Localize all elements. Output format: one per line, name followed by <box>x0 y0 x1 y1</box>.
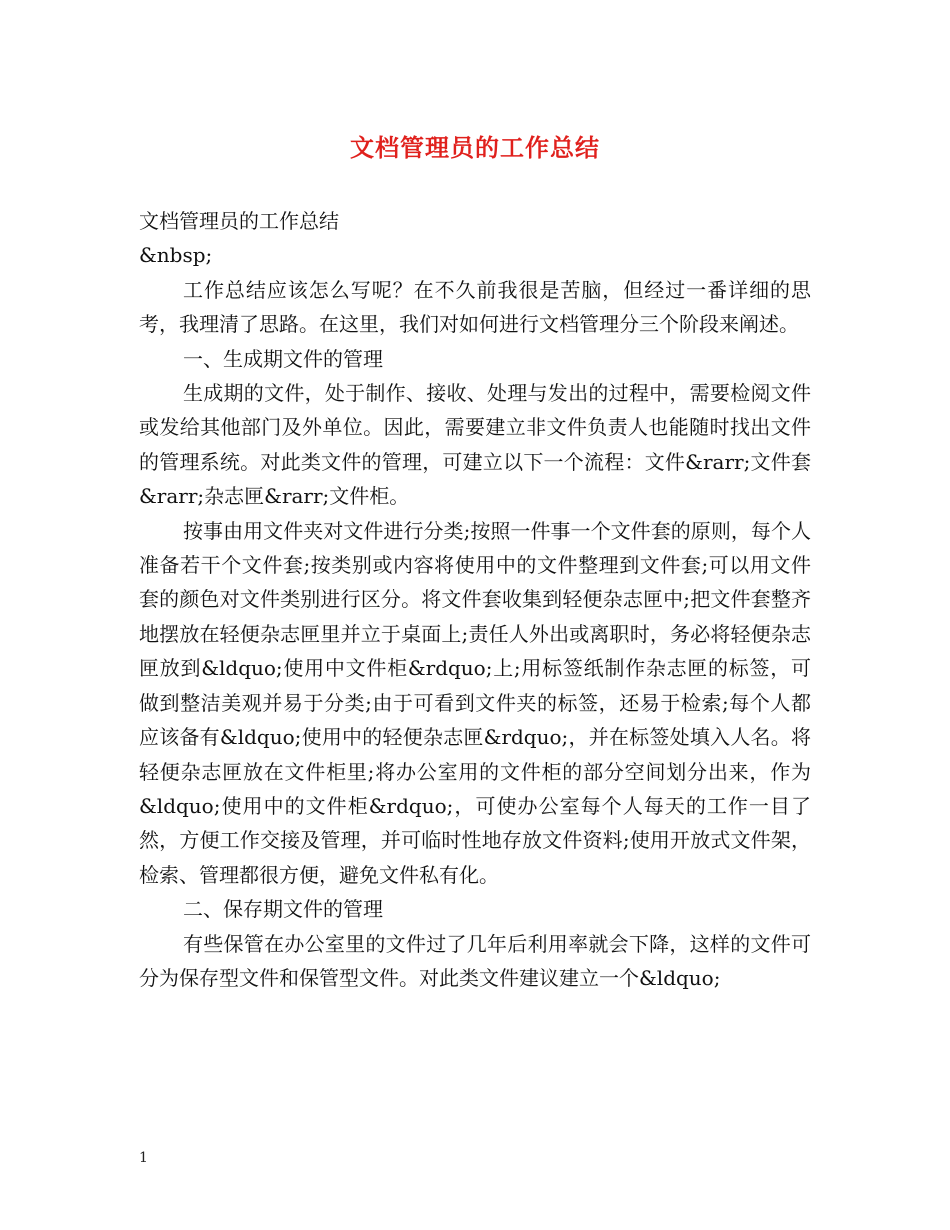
paragraph: 文档管理员的工作总结 <box>139 209 339 233</box>
paragraph: 二、保存期文件的管理 <box>183 897 383 922</box>
page-number: 1 <box>139 1150 148 1166</box>
paragraph: 一、生成期文件的管理 <box>183 346 383 371</box>
paragraph: 按事由用文件夹对文件进行分类;按照一件事一个文件套的原则，每个人准备若干个文件套;按类别或内容将使用中的文件整理到文件套;可以用文件套的颜色对文件类别进行区分。将文件套收集到轻便杂志匣中;把文件套整齐地摆放在轻便杂志匣里并立于桌面上;责任人外出或离职时，务必将轻便杂志匣放到&ldquo;使用中文件柜&rdquo;上;用标签纸制作杂志匣的标签，可做到整洁美观并易于分类;由于可看到文件夹的标签，还易于检索;每个人都应该备有&ldquo;使用中的轻便杂志匣&rdquo;，并在标签处填入人名。将轻便杂志匣放在文件柜里;将办公室用的文件柜的部分空间划分出来，作为&ldquo;使用中的文件柜&rdquo;，可使办公室每个人每天的工作一目了然，方便工作交接及管理，并可临时性地存放文件资料;使用开放式文件架，检索、管理都很方便，避免文件私有化。 <box>139 518 811 887</box>
document-title: 文档管理员的工作总结 <box>350 133 600 162</box>
paragraph: 生成期的文件，处于制作、接收、处理与发出的过程中，需要检阅文件或发给其他部门及外单位。因此，需要建立非文件负责人也能随时找出文件的管理系统。对此类文件的管理，可建立以下一个流程：文件&rarr;文件套&rarr;杂志匣&rarr;文件柜。 <box>139 381 811 509</box>
document-body <box>139 204 811 995</box>
paragraph: &nbsp; <box>139 243 213 268</box>
paragraph: 工作总结应该怎么写呢？在不久前我很是苦脑，但经过一番详细的思考，我理清了思路。在这里，我们对如何进行文档管理分三个阶段来阐述。 <box>139 277 811 337</box>
paragraph: 有些保管在办公室里的文件过了几年后利用率就会下降，这样的文件可分为保存型文件和保管型文件。对此类文件建议建立一个&ldquo; <box>139 931 811 990</box>
